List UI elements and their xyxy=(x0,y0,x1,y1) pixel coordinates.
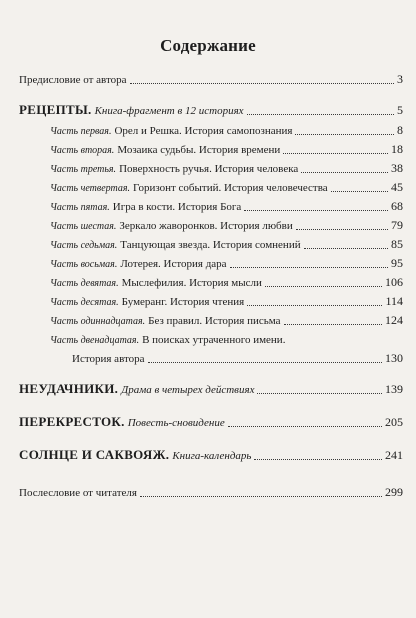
part-title: Горизонт событий. История человечества xyxy=(133,182,328,194)
part-title-line2: История автора xyxy=(72,353,145,365)
part-label: Часть первая. xyxy=(50,126,112,137)
part-label: Часть пятая. xyxy=(50,202,110,213)
leader-dots xyxy=(331,191,388,192)
toc-part-5 xyxy=(50,199,403,214)
section-page: 241 xyxy=(385,448,403,462)
part-label: Часть седьмая. xyxy=(50,240,118,251)
part-page: 114 xyxy=(385,294,403,308)
toc-part-7 xyxy=(50,237,403,252)
part-title: Зеркало жаворонков. История любви xyxy=(119,220,293,232)
part-page: 85 xyxy=(391,237,403,251)
leader-dots xyxy=(130,83,394,84)
toc-entry-page: 299 xyxy=(385,485,403,499)
part-label: Часть десятая. xyxy=(50,297,119,308)
toc-section-recipes xyxy=(19,102,403,118)
section-name: НЕУДАЧНИКИ. xyxy=(19,381,119,396)
toc-entry-afterword xyxy=(19,485,403,500)
part-title: Мыслефилия. История мысли xyxy=(121,277,262,289)
toc-entry-preface xyxy=(19,72,403,87)
section-subtitle: Повесть-сновидение xyxy=(127,417,225,429)
leader-dots xyxy=(247,114,394,115)
leader-dots xyxy=(140,496,382,497)
part-title: Мозаика судьбы. История времени xyxy=(117,144,281,156)
toc-entry-page: 3 xyxy=(397,72,403,86)
part-page: 8 xyxy=(397,123,403,137)
section-subtitle: Драма в четырех действиях xyxy=(121,384,255,396)
part-page: 124 xyxy=(385,313,403,327)
leader-dots xyxy=(230,267,388,268)
section-page: 205 xyxy=(385,415,403,429)
toc-entry-text: Послесловие от читателя xyxy=(19,487,137,499)
part-label: Часть четвертая. xyxy=(50,183,131,194)
toc-part-10 xyxy=(50,294,403,309)
toc-part-4 xyxy=(50,180,403,195)
section-name: СОЛНЦЕ И САКВОЯЖ. xyxy=(19,447,170,462)
toc-part-12-continued xyxy=(72,351,403,366)
part-label: Часть вторая. xyxy=(50,145,115,156)
toc-part-1 xyxy=(50,123,403,138)
section-subtitle: Книга-календарь xyxy=(172,450,252,462)
part-title: Без правил. История письма xyxy=(148,315,281,327)
leader-dots xyxy=(244,210,388,211)
part-page: 45 xyxy=(391,180,403,194)
part-label: Часть одиннадцатая. xyxy=(50,316,146,327)
part-title: Игра в кости. История Бога xyxy=(112,201,242,213)
part-label: Часть третья. xyxy=(50,164,117,175)
part-page: 68 xyxy=(391,199,403,213)
part-title: Бумеранг. История чтения xyxy=(121,296,245,308)
part-label: Часть девятая. xyxy=(50,278,119,289)
leader-dots xyxy=(296,229,388,230)
leader-dots xyxy=(284,324,382,325)
part-title: Танцующая звезда. История сомнений xyxy=(120,239,301,251)
part-label: Часть шестая. xyxy=(50,221,117,232)
section-name: ПЕРЕКРЕСТОК. xyxy=(19,414,125,429)
part-label: Часть двенадцатая. xyxy=(50,335,140,346)
leader-dots xyxy=(283,153,388,154)
leader-dots xyxy=(295,134,394,135)
section-name: РЕЦЕПТЫ. xyxy=(19,102,92,117)
toc-part-11 xyxy=(50,313,403,328)
part-title: Поверхность ручья. История человека xyxy=(119,163,299,175)
leader-dots xyxy=(265,286,382,287)
section-page: 139 xyxy=(385,382,403,396)
toc-section-sun-and-suitcase xyxy=(19,447,403,463)
part-page: 106 xyxy=(385,275,403,289)
toc-part-3 xyxy=(50,161,403,176)
part-page: 95 xyxy=(391,256,403,270)
toc-part-9 xyxy=(50,275,403,290)
toc-section-losers xyxy=(19,381,403,397)
part-page: 130 xyxy=(385,351,403,365)
leader-dots xyxy=(247,305,382,306)
toc-part-2 xyxy=(50,142,403,157)
part-page: 79 xyxy=(391,218,403,232)
toc-part-12 xyxy=(50,332,403,347)
part-title: Орел и Решка. История самопознания xyxy=(114,125,293,137)
section-page: 5 xyxy=(397,103,403,117)
part-page: 38 xyxy=(391,161,403,175)
part-page: 18 xyxy=(391,142,403,156)
toc-part-8 xyxy=(50,256,403,271)
part-title: В поисках утраченного имени. xyxy=(142,334,286,346)
leader-dots xyxy=(301,172,388,173)
section-subtitle: Книга-фрагмент в 12 историях xyxy=(94,105,244,117)
part-title: Лотерея. История дара xyxy=(120,258,227,270)
toc-section-crossroads xyxy=(19,414,403,430)
toc-part-6 xyxy=(50,218,403,233)
toc-title: Содержание xyxy=(160,36,256,55)
leader-dots xyxy=(257,393,382,394)
leader-dots xyxy=(254,459,382,460)
toc-entry-text: Предисловие от автора xyxy=(19,74,127,86)
leader-dots xyxy=(304,248,388,249)
part-label: Часть восьмая. xyxy=(50,259,118,270)
leader-dots xyxy=(228,426,382,427)
leader-dots xyxy=(148,362,382,363)
